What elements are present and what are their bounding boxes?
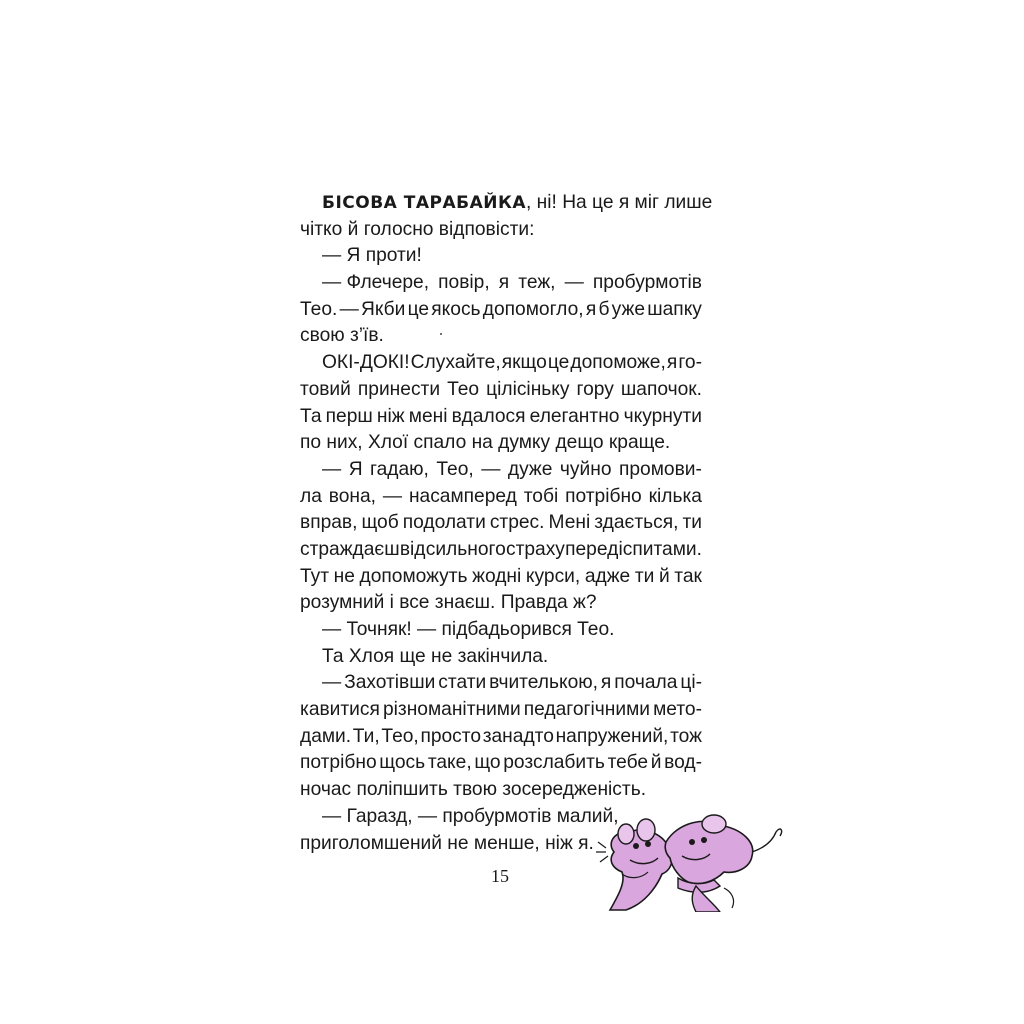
- text-segment: вдалося: [451, 405, 526, 427]
- text-segment: Ти,: [352, 725, 380, 747]
- text-segment: Захотівши: [344, 672, 436, 694]
- text-line: [300, 644, 702, 671]
- text-segment: — Флечере,: [322, 272, 430, 294]
- text-line: [300, 457, 702, 484]
- text-line: [300, 404, 702, 431]
- text-segment: жодні: [472, 565, 522, 587]
- text-segment: ночас поліпшить твою зосередженість.: [300, 779, 647, 801]
- text-segment: теж,: [518, 272, 556, 294]
- text-segment: вона,: [328, 485, 376, 507]
- text-segment: що: [474, 752, 501, 774]
- text-segment: почала: [614, 672, 678, 694]
- text-segment: —: [322, 458, 342, 480]
- text-segment: різноманітними: [382, 699, 521, 721]
- text-segment: страху: [505, 538, 565, 560]
- text-segment: перш: [325, 405, 373, 427]
- text-segment: , ні! На це я міг лише: [526, 192, 713, 213]
- text-segment: Тео.: [300, 298, 338, 320]
- stylized-exclamation: БІСОВА ТАРАБАЙКА: [322, 193, 527, 213]
- text-segment: здається,: [594, 512, 679, 534]
- text-segment: цілісіньку: [486, 378, 570, 400]
- text-segment: тож: [670, 725, 702, 747]
- text-line: [300, 323, 702, 350]
- text-segment: я: [498, 272, 510, 294]
- text-segment: щось: [379, 752, 426, 774]
- text-segment: я: [666, 352, 678, 374]
- text-segment: страждаєш: [300, 538, 400, 560]
- text-segment: ніж: [376, 405, 405, 427]
- text-segment: елегантно: [529, 405, 620, 427]
- text-segment: Та Хлоя ще не закінчила.: [322, 645, 549, 667]
- text-segment: ла: [300, 485, 322, 507]
- text-line: [300, 777, 702, 804]
- text-segment: свою з’їв.: [300, 325, 384, 347]
- text-segment: напружений,: [555, 725, 669, 747]
- text-segment: шапочок.: [620, 378, 702, 400]
- text-segment: ти: [634, 565, 655, 587]
- text-segment: —: [564, 272, 584, 294]
- print-speck: [440, 333, 442, 335]
- text-segment: допомогло,: [482, 298, 584, 320]
- text-segment: кавитися: [300, 699, 380, 721]
- text-segment: по них, Хлої спало на думку дещо краще.: [300, 432, 671, 454]
- text-segment: тебе: [607, 752, 649, 774]
- text-segment: приголомшений не менше, ніж я.: [300, 832, 594, 854]
- text-segment: —: [481, 458, 501, 480]
- text-line: [300, 670, 702, 697]
- text-segment: тобі: [523, 485, 559, 507]
- text-segment: й: [650, 752, 662, 774]
- text-line: [300, 297, 702, 324]
- text-segment: насамперед: [408, 485, 517, 507]
- text-line: [300, 617, 702, 644]
- text-segment: — Гаразд, — пробурмотів малий,: [322, 805, 619, 827]
- text-segment: не: [333, 565, 355, 587]
- text-segment: вправ,: [300, 512, 358, 534]
- text-segment: адже: [584, 565, 631, 587]
- text-segment: так: [674, 565, 702, 587]
- text-segment: —: [382, 485, 403, 507]
- text-line: [300, 750, 702, 777]
- cartoon-mice-illustration-icon: [596, 812, 786, 912]
- text-segment: це: [547, 352, 570, 374]
- text-segment: шапку: [647, 298, 702, 320]
- text-segment: промови-: [619, 458, 702, 480]
- text-segment: Тут: [300, 565, 330, 587]
- text-segment: Та: [300, 405, 322, 427]
- text-segment: просто: [420, 725, 482, 747]
- text-segment: таке,: [427, 752, 472, 774]
- text-line: [300, 377, 702, 404]
- text-segment: кілька: [648, 485, 702, 507]
- text-segment: розслабить: [503, 752, 605, 774]
- text-segment: Тео,: [381, 725, 419, 747]
- text-line: [300, 697, 702, 724]
- text-segment: перед: [565, 538, 619, 560]
- text-segment: дуже: [507, 458, 553, 480]
- text-segment: б: [598, 298, 610, 320]
- text-segment: потрібно: [300, 752, 377, 774]
- text-segment: ці-: [680, 672, 702, 694]
- text-segment: уже: [611, 298, 645, 320]
- text-segment: дами.: [300, 725, 352, 747]
- text-segment: гадаю,: [370, 458, 429, 480]
- text-segment: — Точняк! — підбадьорився Тео.: [322, 619, 615, 640]
- text-line: [300, 537, 702, 564]
- text-segment: чітко й голосно відповісти:: [300, 218, 535, 240]
- text-segment: — Я проти!: [322, 245, 422, 267]
- text-line: [300, 243, 702, 270]
- text-segment: товий: [300, 378, 351, 400]
- text-line: [300, 430, 702, 457]
- text-segment: вод-: [664, 752, 702, 774]
- page-body-text: [300, 190, 713, 857]
- text-segment: повір,: [438, 272, 490, 294]
- text-segment: Якби: [360, 298, 406, 320]
- text-segment: чуйно: [559, 458, 612, 480]
- text-segment: Тео,: [436, 458, 474, 480]
- text-segment: Слухайте,: [410, 352, 501, 374]
- text-segment: стрес.: [489, 512, 545, 534]
- text-segment: мені: [408, 405, 448, 427]
- text-line: [300, 564, 702, 591]
- text-segment: ОКІ-ДОКІ!: [322, 352, 410, 374]
- text-segment: потрібно: [565, 485, 642, 507]
- text-segment: це: [407, 298, 430, 320]
- text-segment: від: [399, 538, 426, 560]
- text-segment: якщо: [501, 352, 547, 374]
- text-segment: пробурмотів: [592, 272, 702, 294]
- text-segment: розумний і все знаєш. Правда ж?: [300, 592, 597, 614]
- text-segment: занадто: [482, 725, 554, 747]
- text-segment: ти: [682, 512, 702, 534]
- text-segment: вчителькою,: [489, 672, 598, 694]
- text-segment: —: [339, 298, 359, 320]
- text-segment: —: [322, 672, 342, 694]
- text-segment: якось: [431, 298, 481, 320]
- text-line: [300, 590, 702, 617]
- text-segment: Я: [348, 458, 363, 480]
- text-segment: подолати: [402, 512, 486, 534]
- text-segment: курси,: [525, 565, 581, 587]
- text-segment: й: [658, 565, 670, 587]
- text-segment: мето-: [653, 699, 702, 721]
- text-line: [300, 270, 702, 297]
- text-segment: педагогічними: [523, 699, 651, 721]
- text-segment: Мені: [548, 512, 591, 534]
- text-segment: іспитами.: [618, 538, 702, 560]
- text-line: [300, 217, 702, 244]
- text-line: [300, 190, 713, 217]
- text-segment: допоможуть: [359, 565, 468, 587]
- text-segment: я: [600, 672, 612, 694]
- text-segment: стати: [438, 672, 487, 694]
- text-segment: сильного: [425, 538, 506, 560]
- text-segment: гору: [576, 378, 614, 400]
- text-segment: допоможе,: [570, 352, 666, 374]
- text-line: [300, 510, 702, 537]
- page-number: 15: [491, 866, 509, 886]
- text-line: [300, 724, 702, 751]
- text-segment: я: [585, 298, 597, 320]
- text-segment: чкурнути: [623, 405, 702, 427]
- text-segment: щоб: [361, 512, 399, 534]
- text-line: [300, 484, 702, 511]
- text-line: [300, 350, 702, 377]
- text-segment: го-: [678, 352, 702, 374]
- text-segment: Тео: [447, 378, 480, 400]
- text-segment: принести: [357, 378, 441, 400]
